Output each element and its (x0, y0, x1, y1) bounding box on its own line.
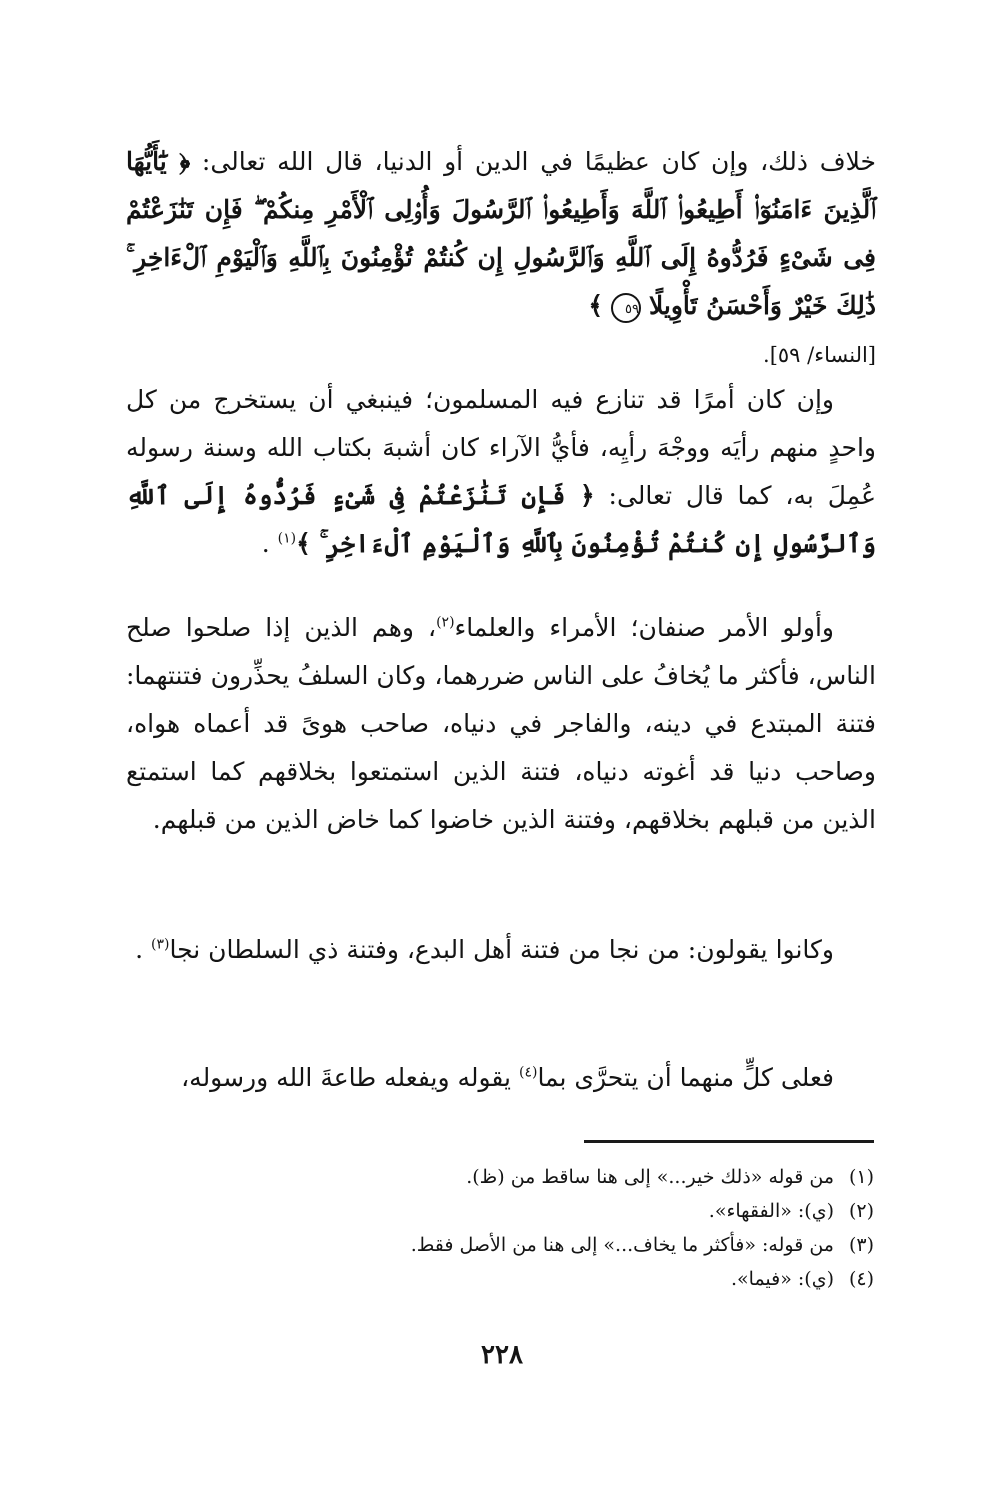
page-number: ٢٢٨ (481, 1340, 523, 1370)
footnote-text: (ي): «الفقهاء». (708, 1200, 834, 1222)
paragraph-2 (126, 376, 876, 568)
footnote-3 (134, 1228, 874, 1262)
footnote-4 (134, 1262, 874, 1296)
paragraph-2-end: . (261, 529, 278, 558)
paragraph-4-text: وكانوا يقولون: من نجا من فتنة أهل البدع، وفتنة ذي السلطان نجا (169, 935, 834, 964)
footnote-text: (ي): «فيما». (730, 1268, 834, 1290)
paragraph-5 (126, 1054, 876, 1102)
verse-number-marker: ٥٩ (611, 293, 641, 323)
footnote-ref-1: (١) (277, 530, 297, 547)
footnote-number: (١) (848, 1166, 874, 1188)
footnote-ref-3: (٣) (151, 936, 170, 953)
quran-verse-quote: ﴿ فَإِن تَنَٰزَعْتُمْ فِى شَىْءٍ فَرُدُّوهُ إِلَى ٱللَّهِ وَٱلرَّسُولِ إِن كُنتُمْ تُؤْمِنُونَ بِٱللَّهِ وَٱلْيَوْمِ ٱلْءَاخِرِ ۚ ﴾ (126, 481, 876, 558)
footnote-text: من قوله «ذلك خير...» إلى هنا ساقط من (ظ). (466, 1166, 834, 1188)
footnote-ref-2: (٢) (436, 614, 455, 631)
quran-close-bracket: ﴾ (588, 291, 604, 320)
paragraph-3-text-a: وأولو الأمر صنفان؛ الأمراء والعلماء (454, 613, 834, 642)
footnote-ref-4: (٤) (518, 1064, 538, 1081)
footnote-2 (134, 1194, 874, 1228)
paragraph-3-text-b: ، وهم الذين إذا صلحوا صلح الناس، فأكثر ما يُخافُ على الناس ضررهما، وكان السلفُ يحذِّرون فتنتهما: فتنة المبتدع في دينه، والفاجر في دنياه، صاحب هوىً قد أعماه هواه، وصاحب دنيا قد أغوته دنياه، فتنة الذين استمتعوا بخلاقهم كما استمتع الذين من قبلهم بخلاقهم، وفتنة الذين خاضوا كما خاض الذين من قبلهم. (126, 613, 876, 834)
footnote-separator (584, 1140, 874, 1143)
quran-verse-nisa-59: ﴿ يَٰٓأَيُّهَا ٱلَّذِينَ ءَامَنُوٓا۟ أَطِيعُوا۟ ٱللَّهَ وَأَطِيعُوا۟ ٱلرَّسُولَ وَأُو۟لِى ٱلْأَمْرِ مِنكُمْ ۖ فَإِن تَنَٰزَعْتُمْ فِى شَىْءٍ فَرُدُّوهُ إِلَى ٱللَّهِ وَٱلرَّسُولِ إِن كُنتُمْ تُؤْمِنُونَ بِٱللَّهِ وَٱلْيَوْمِ ٱلْءَاخِرِ ۚ ذَٰلِكَ خَيْرٌ وَأَحْسَنُ تَأْوِيلًا (126, 147, 876, 320)
paragraph-5-text-a: فعلى كلٍّ منهما أن يتحرَّى بما (537, 1063, 834, 1092)
paragraph-2-text: وإن كان أمرًا قد تنازع فيه المسلمون؛ فينبغي أن يستخرج من كل واحدٍ منهم رأيَه ووجْهَ رأيِه، فأيُّ الآراء كان أشبهَ بكتاب الله وسنة رسوله عُمِلَ به، كما قال تعالى: (126, 385, 876, 510)
footnotes-list (134, 1160, 874, 1296)
footnote-number: (٣) (848, 1234, 874, 1256)
footnote-number: (٢) (848, 1200, 874, 1222)
paragraph-1-text: خلاف ذلك، وإن كان عظيمًا في الدين أو الدنيا، قال الله تعالى: (190, 147, 876, 176)
footnote-1 (134, 1160, 874, 1194)
paragraph-5-text-b: يقوله ويفعله طاعةَ الله ورسوله، (181, 1063, 519, 1092)
verse-reference: [النساء/ ٥٩]. (763, 343, 876, 367)
paragraph-3 (126, 604, 876, 844)
paragraph-1 (126, 138, 876, 379)
footnote-text: من قوله: «فأكثر ما يخاف...» إلى هنا من الأصل فقط. (410, 1234, 834, 1256)
paragraph-4 (126, 926, 876, 974)
paragraph-4-end: . (135, 935, 152, 964)
footnote-number: (٤) (848, 1268, 874, 1290)
